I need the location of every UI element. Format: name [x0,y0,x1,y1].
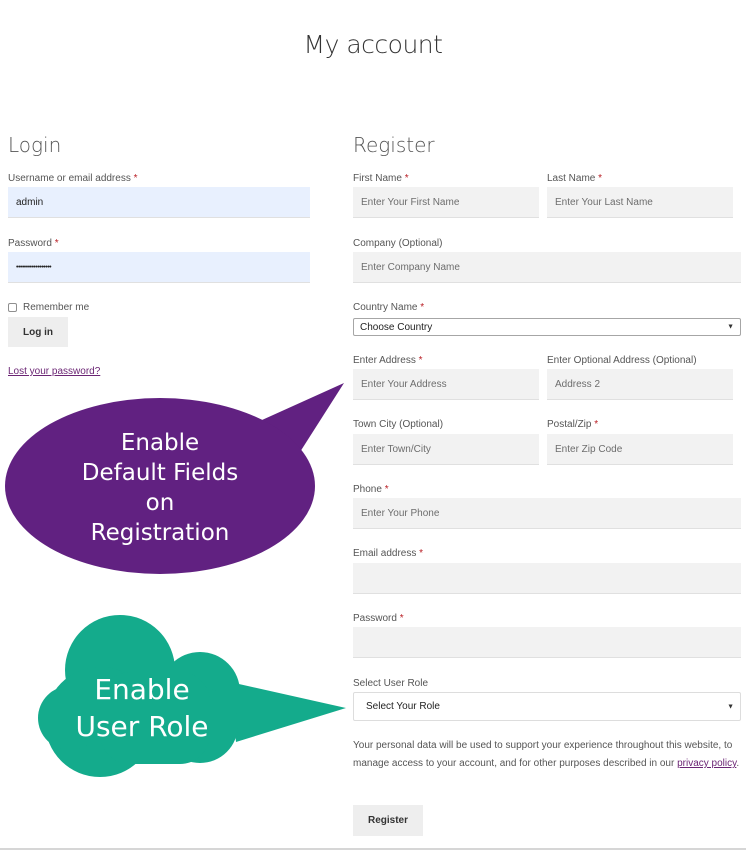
password-input[interactable]: •••••••••••••••••• [8,252,310,283]
user-role-label: Select User Role [353,678,429,689]
username-label: Username or email address * [8,173,138,184]
register-button[interactable]: Register [353,805,423,836]
page-title: My account [303,30,443,59]
register-title: Register [353,133,435,157]
lost-password-link[interactable]: Lost your password? [8,366,101,377]
green-callout-text: Enable User Role [75,673,209,743]
privacy-notice: Your personal data will be used to support your experience throughout this website, to manage access to your account, and for other purposes described in our privacy policy. [353,740,740,769]
caret-down-icon: ▼ [727,323,734,331]
country-label: Country Name * [353,302,425,313]
login-button[interactable]: Log in [8,317,68,347]
remember-me-label: Remember me [23,302,90,313]
purple-callout-text: Enable Default Fields on Registration [81,430,239,546]
register-password-label: Password * [353,613,404,624]
email-label: Email address * [353,548,424,559]
first-name-label: First Name * [353,173,409,184]
last-name-label: Last Name * [547,173,603,184]
address-label: Enter Address * [353,355,423,366]
country-select-value: Choose Country [360,321,433,333]
zip-label: Postal/Zip * [547,419,599,430]
privacy-policy-link[interactable]: privacy policy [677,758,737,769]
town-label: Town City (Optional) [353,419,444,430]
company-label: Company (Optional) [353,238,443,249]
address2-label: Enter Optional Address (Optional) [547,355,697,366]
user-role-select-value: Select Your Role [366,701,440,712]
login-title: Login [8,133,62,157]
password-label: Password * [8,238,59,249]
phone-label: Phone * [353,484,389,495]
caret-down-icon: ▼ [727,703,734,710]
